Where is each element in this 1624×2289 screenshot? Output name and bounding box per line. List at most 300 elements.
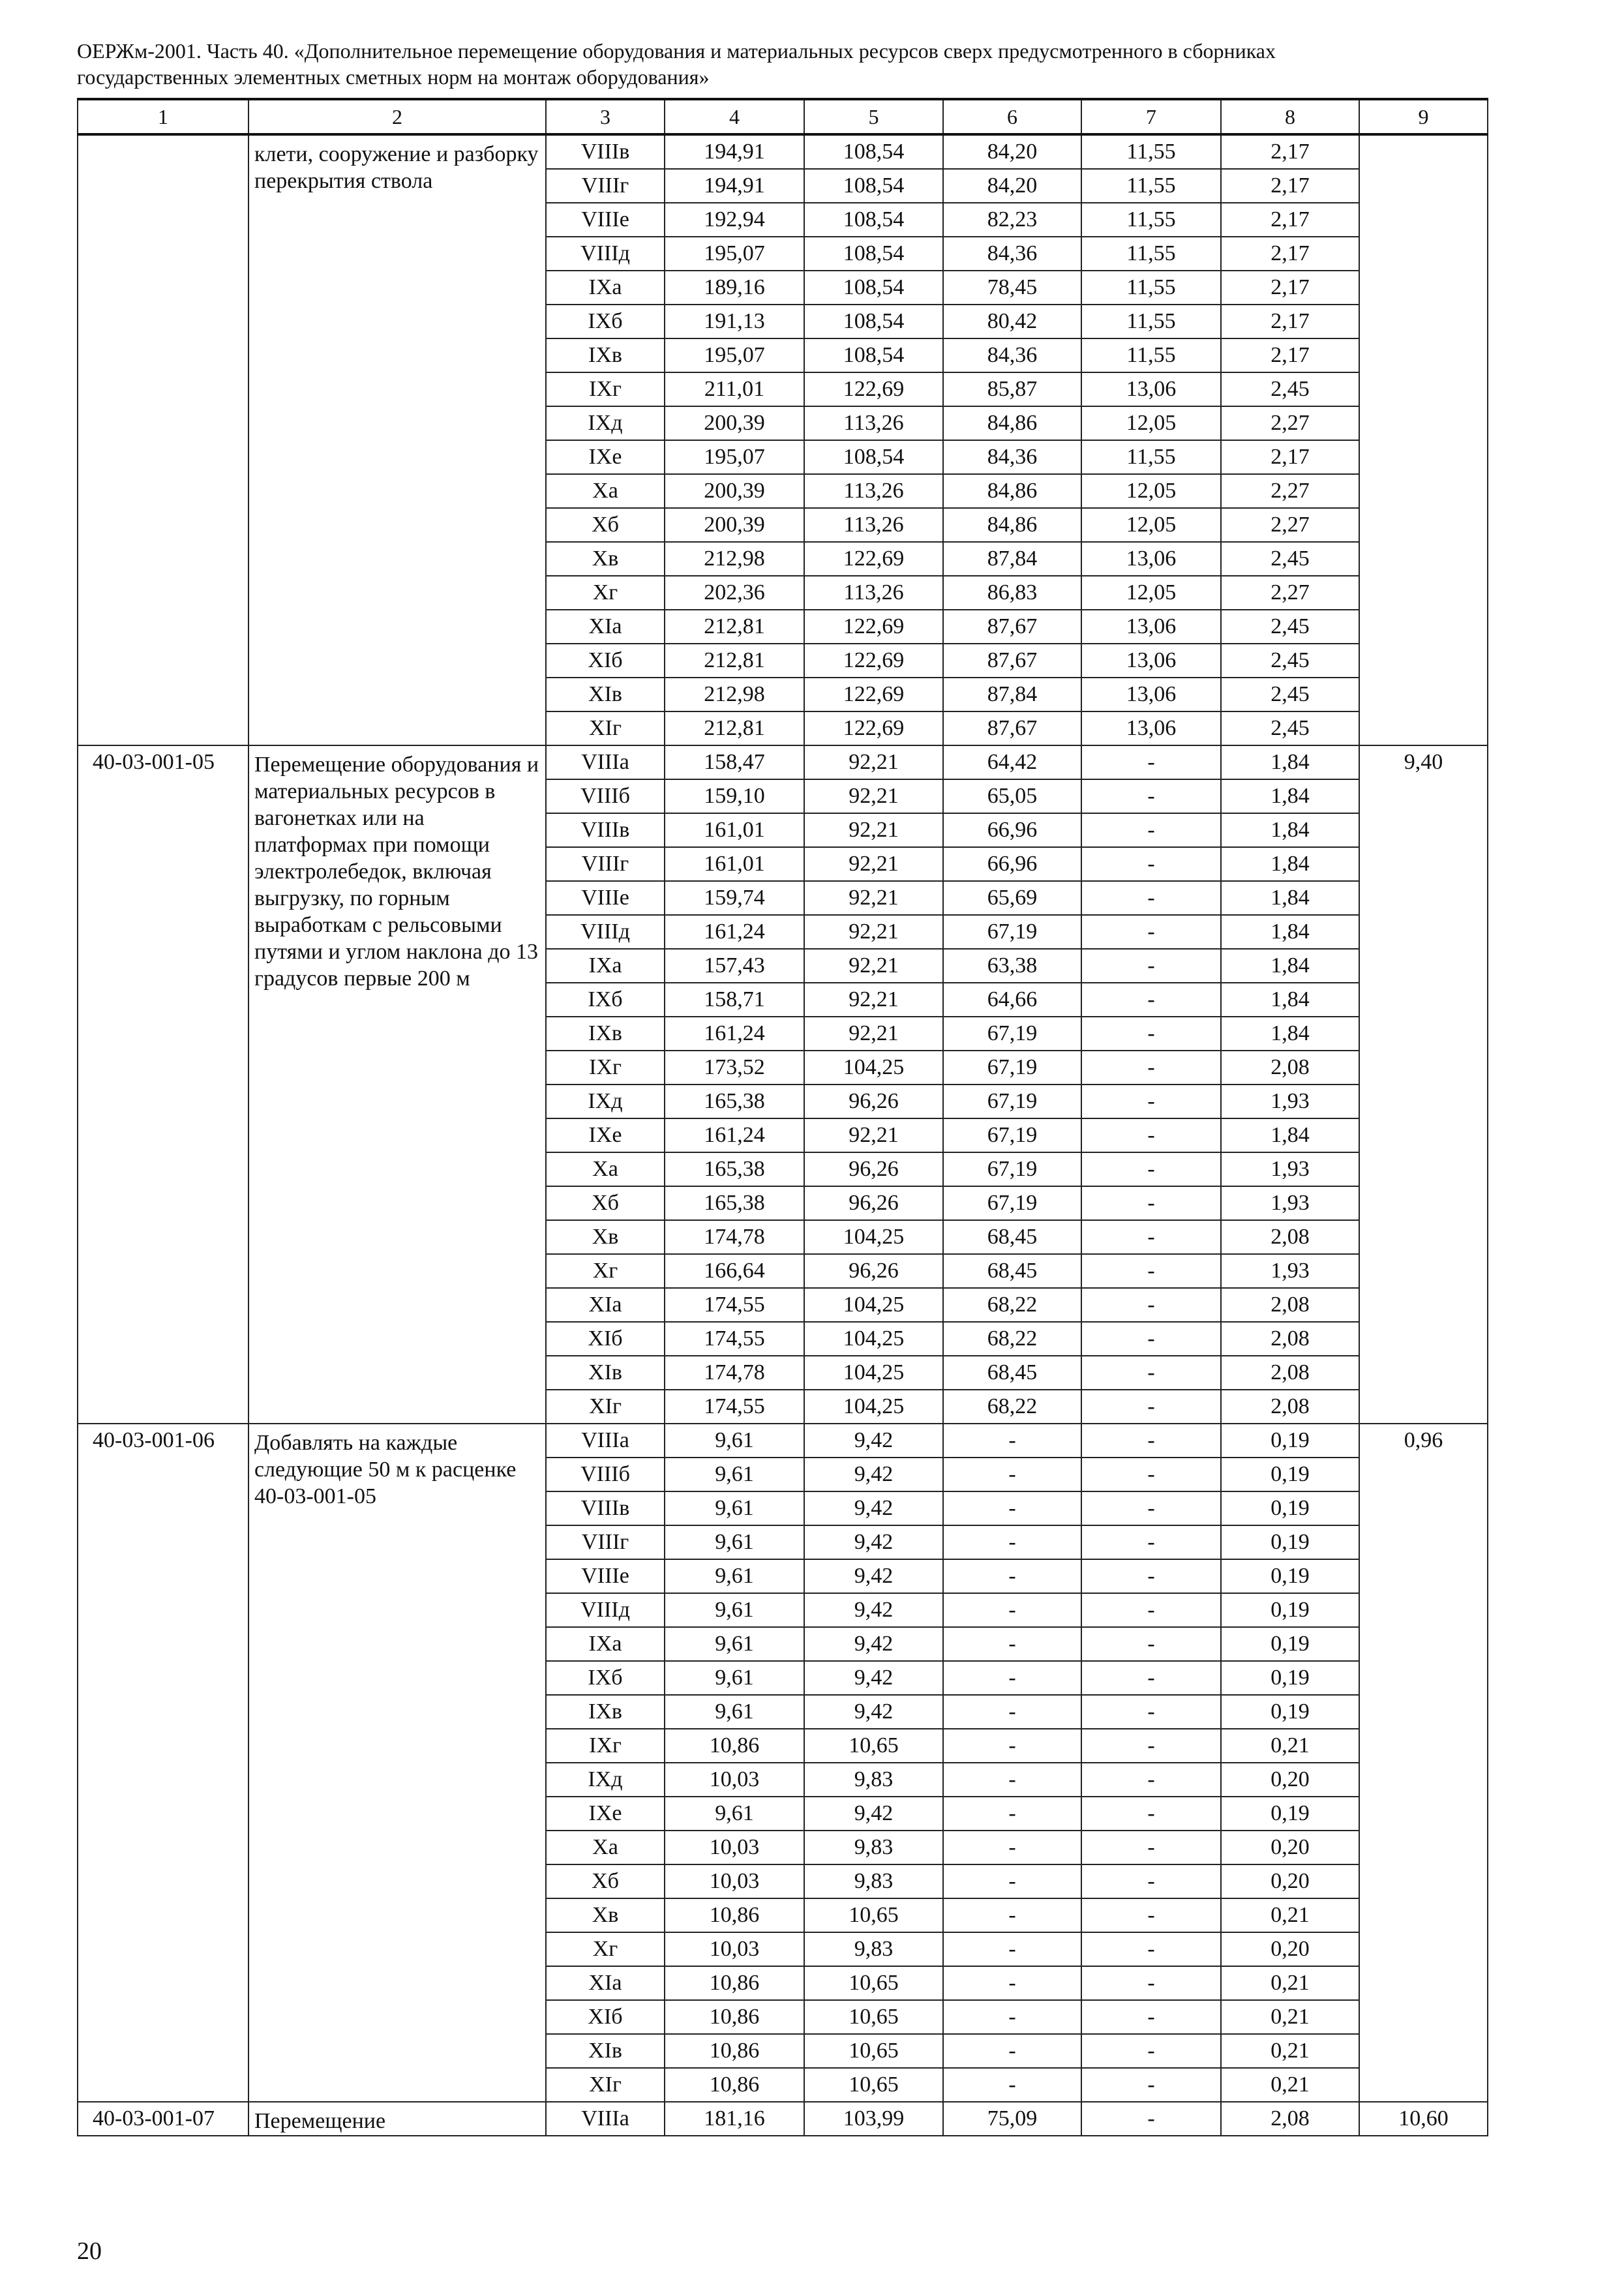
value-cell: 9,42: [804, 1491, 943, 1525]
zone-cell: IXа: [546, 271, 665, 305]
value-cell: 13,06: [1081, 610, 1221, 644]
value-cell: 63,38: [943, 949, 1081, 983]
zone-cell: XIб: [546, 2000, 665, 2034]
value-cell: 212,81: [665, 711, 804, 745]
value-cell: 0,19: [1221, 1627, 1359, 1661]
value-cell: 202,36: [665, 576, 804, 610]
value-cell: 108,54: [804, 203, 943, 237]
value-cell: 2,08: [1221, 1051, 1359, 1085]
value-cell: 12,05: [1081, 576, 1221, 610]
value-cell: 165,38: [665, 1085, 804, 1118]
zone-cell: Xг: [546, 576, 665, 610]
zone-cell: XIб: [546, 644, 665, 678]
value-cell: 1,84: [1221, 847, 1359, 881]
value-cell: 2,27: [1221, 576, 1359, 610]
zone-cell: VIIIе: [546, 881, 665, 915]
value-cell: 84,36: [943, 338, 1081, 372]
value-cell: 2,17: [1221, 169, 1359, 203]
value-cell: -: [1081, 1051, 1221, 1085]
value-cell: 1,84: [1221, 949, 1359, 983]
value-cell: 82,23: [943, 203, 1081, 237]
value-cell: 9,42: [804, 1627, 943, 1661]
value-cell: 92,21: [804, 983, 943, 1017]
value-cell: -: [1081, 1390, 1221, 1424]
value-cell: 212,98: [665, 678, 804, 711]
zone-cell: VIIIе: [546, 1559, 665, 1593]
value-cell: 9,61: [665, 1525, 804, 1559]
value-cell: 9,83: [804, 1864, 943, 1898]
value-cell: 212,81: [665, 610, 804, 644]
value-cell: 13,06: [1081, 372, 1221, 406]
value-cell: 161,24: [665, 915, 804, 949]
value-cell: 113,26: [804, 406, 943, 440]
value-cell: 67,19: [943, 1051, 1081, 1085]
value-cell: 0,19: [1221, 1424, 1359, 1458]
zone-cell: VIIIв: [546, 134, 665, 169]
value-cell: 122,69: [804, 610, 943, 644]
value-cell: 195,07: [665, 338, 804, 372]
value-cell: 104,25: [804, 1390, 943, 1424]
value-cell: -: [943, 1525, 1081, 1559]
value-cell: -: [943, 1729, 1081, 1763]
value-cell: 68,45: [943, 1356, 1081, 1390]
value-cell: 9,61: [665, 1491, 804, 1525]
value-cell: 64,42: [943, 745, 1081, 779]
zone-cell: IXд: [546, 1085, 665, 1118]
value-cell: 67,19: [943, 915, 1081, 949]
value-cell: 92,21: [804, 1017, 943, 1051]
rate-description: Перемещение: [248, 2102, 546, 2136]
zone-cell: Xа: [546, 474, 665, 508]
value-cell: 10,65: [804, 2034, 943, 2068]
value-cell: 2,17: [1221, 440, 1359, 474]
value-cell: 92,21: [804, 1118, 943, 1152]
value-cell: 10,86: [665, 2068, 804, 2102]
value-cell: 10,65: [804, 1898, 943, 1932]
value-cell: 173,52: [665, 1051, 804, 1085]
value-cell: 65,69: [943, 881, 1081, 915]
zone-cell: XIб: [546, 1322, 665, 1356]
value-cell: -: [943, 2068, 1081, 2102]
value-cell: 211,01: [665, 372, 804, 406]
value-cell: 87,84: [943, 542, 1081, 576]
value-cell: 87,67: [943, 711, 1081, 745]
value-cell: 1,93: [1221, 1085, 1359, 1118]
value-cell: 108,54: [804, 305, 943, 338]
value-cell: 92,21: [804, 881, 943, 915]
value-cell: 200,39: [665, 406, 804, 440]
value-cell: 0,21: [1221, 1729, 1359, 1763]
zone-cell: VIIIв: [546, 813, 665, 847]
value-cell: 92,21: [804, 949, 943, 983]
value-cell: 194,91: [665, 134, 804, 169]
value-cell: 108,54: [804, 237, 943, 271]
value-cell: 189,16: [665, 271, 804, 305]
value-cell: 10,65: [804, 2000, 943, 2034]
value-cell: 2,45: [1221, 678, 1359, 711]
value-cell: -: [943, 1763, 1081, 1797]
zone-cell: VIIIе: [546, 203, 665, 237]
value-cell: -: [1081, 1559, 1221, 1593]
value-cell: 12,05: [1081, 406, 1221, 440]
header-line-1: ОЕРЖм-2001. Часть 40. «Дополнительное перемещение оборудования и материальных ресурсов сверх предусмотренного в сборниках: [77, 39, 1276, 63]
value-cell: -: [1081, 1356, 1221, 1390]
value-cell: 2,27: [1221, 406, 1359, 440]
value-cell: 159,74: [665, 881, 804, 915]
value-cell: 122,69: [804, 372, 943, 406]
value-cell: 9,61: [665, 1424, 804, 1458]
value-cell: 10,03: [665, 1763, 804, 1797]
table-body: [78, 134, 1488, 2136]
value-cell: 10,86: [665, 2000, 804, 2034]
zone-cell: Xа: [546, 1831, 665, 1864]
value-cell: 161,24: [665, 1017, 804, 1051]
value-cell: -: [1081, 1288, 1221, 1322]
value-cell: 103,99: [804, 2102, 943, 2136]
value-cell: 92,21: [804, 779, 943, 813]
zone-cell: VIIIб: [546, 1458, 665, 1491]
rate-code: 40-03-001-05: [78, 745, 248, 1424]
zone-cell: IXб: [546, 305, 665, 338]
value-cell: -: [1081, 1220, 1221, 1254]
value-cell: 9,42: [804, 1695, 943, 1729]
value-cell: 9,61: [665, 1559, 804, 1593]
value-cell: 2,17: [1221, 237, 1359, 271]
value-cell: 1,84: [1221, 915, 1359, 949]
value-cell: 2,08: [1221, 1288, 1359, 1322]
zone-cell: VIIIг: [546, 169, 665, 203]
col-header: 6: [943, 99, 1081, 134]
value-cell: 84,36: [943, 237, 1081, 271]
value-cell: -: [1081, 1152, 1221, 1186]
value-cell: 11,55: [1081, 271, 1221, 305]
value-cell: -: [1081, 1864, 1221, 1898]
value-cell: 0,21: [1221, 1966, 1359, 2000]
zone-cell: Xв: [546, 1898, 665, 1932]
value-cell: 2,17: [1221, 271, 1359, 305]
rate-code: 40-03-001-07: [78, 2102, 248, 2136]
value-cell: 212,81: [665, 644, 804, 678]
zone-cell: IXе: [546, 440, 665, 474]
value-cell: -: [943, 1932, 1081, 1966]
zone-cell: VIIIд: [546, 915, 665, 949]
value-cell: 122,69: [804, 542, 943, 576]
col-header: 7: [1081, 99, 1221, 134]
value-cell: -: [1081, 1085, 1221, 1118]
value-cell: -: [1081, 1118, 1221, 1152]
value-cell: 10,86: [665, 1966, 804, 2000]
value-cell: 92,21: [804, 847, 943, 881]
value-cell: 2,45: [1221, 372, 1359, 406]
value-cell: -: [1081, 2000, 1221, 2034]
value-cell: 165,38: [665, 1152, 804, 1186]
value-cell: 67,19: [943, 1152, 1081, 1186]
value-cell: 67,19: [943, 1118, 1081, 1152]
value-cell: -: [943, 1831, 1081, 1864]
value-cell: -: [943, 1424, 1081, 1458]
value-cell: 104,25: [804, 1356, 943, 1390]
value-cell: 122,69: [804, 644, 943, 678]
value-cell: 10,03: [665, 1831, 804, 1864]
value-cell: 10,86: [665, 1898, 804, 1932]
value-cell: -: [1081, 1898, 1221, 1932]
zone-cell: XIг: [546, 711, 665, 745]
value-cell: 67,19: [943, 1085, 1081, 1118]
zone-cell: Xа: [546, 1152, 665, 1186]
value-cell: 10,65: [804, 1966, 943, 2000]
rate-description: клети, сооружение и разборку перекрытия ствола: [248, 134, 546, 745]
value-cell: 1,84: [1221, 881, 1359, 915]
value-cell: -: [1081, 1525, 1221, 1559]
value-cell: 174,55: [665, 1288, 804, 1322]
value-cell: 87,67: [943, 644, 1081, 678]
rate-code: [78, 134, 248, 745]
zone-cell: IXб: [546, 1661, 665, 1695]
col-header: 9: [1359, 99, 1488, 134]
value-cell: 96,26: [804, 1085, 943, 1118]
value-cell: -: [1081, 1458, 1221, 1491]
value-cell: 0,19: [1221, 1695, 1359, 1729]
value-cell: 212,98: [665, 542, 804, 576]
value-cell: 64,66: [943, 983, 1081, 1017]
value-cell: 0,19: [1221, 1559, 1359, 1593]
value-cell: 200,39: [665, 474, 804, 508]
value-cell: 0,21: [1221, 2034, 1359, 2068]
value-cell: 2,08: [1221, 1356, 1359, 1390]
zone-cell: IXе: [546, 1797, 665, 1831]
value-cell: 108,54: [804, 440, 943, 474]
value-cell: 75,09: [943, 2102, 1081, 2136]
value-cell: 0,19: [1221, 1491, 1359, 1525]
value-cell: 0,19: [1221, 1661, 1359, 1695]
value-cell: 2,17: [1221, 338, 1359, 372]
value-cell: 161,24: [665, 1118, 804, 1152]
value-cell: 0,21: [1221, 2000, 1359, 2034]
value-cell: 68,22: [943, 1322, 1081, 1356]
rate-description: Добавлять на каждые следующие 50 м к расценке 40-03-001-05: [248, 1424, 546, 2102]
value-cell: -: [1081, 1491, 1221, 1525]
zone-cell: IXа: [546, 949, 665, 983]
value-cell: 113,26: [804, 508, 943, 542]
value-cell: 10,03: [665, 1932, 804, 1966]
value-cell: 13,06: [1081, 644, 1221, 678]
value-cell: 11,55: [1081, 203, 1221, 237]
value-cell: 122,69: [804, 678, 943, 711]
value-cell: 86,83: [943, 576, 1081, 610]
table-row: [78, 2102, 1488, 2136]
zone-cell: VIIIг: [546, 1525, 665, 1559]
value-cell: 1,84: [1221, 1017, 1359, 1051]
col9-value: 0,96: [1359, 1424, 1488, 2102]
header-line-2: государственных элементных сметных норм на монтаж оборудования»: [77, 65, 710, 89]
column-number-row: [78, 99, 1488, 134]
value-cell: -: [1081, 813, 1221, 847]
value-cell: -: [943, 1797, 1081, 1831]
value-cell: 12,05: [1081, 508, 1221, 542]
value-cell: 2,45: [1221, 644, 1359, 678]
value-cell: 159,10: [665, 779, 804, 813]
zone-cell: IXв: [546, 1017, 665, 1051]
col-header: 1: [78, 99, 248, 134]
value-cell: 13,06: [1081, 711, 1221, 745]
value-cell: 174,78: [665, 1220, 804, 1254]
value-cell: -: [1081, 1797, 1221, 1831]
value-cell: 158,47: [665, 745, 804, 779]
zone-cell: Xв: [546, 1220, 665, 1254]
value-cell: 67,19: [943, 1186, 1081, 1220]
zone-cell: IXг: [546, 1051, 665, 1085]
value-cell: 1,93: [1221, 1152, 1359, 1186]
value-cell: 1,93: [1221, 1186, 1359, 1220]
value-cell: 10,86: [665, 2034, 804, 2068]
zone-cell: VIIIд: [546, 237, 665, 271]
col-header: 4: [665, 99, 804, 134]
zone-cell: VIIIг: [546, 847, 665, 881]
value-cell: -: [1081, 2068, 1221, 2102]
value-cell: -: [943, 1627, 1081, 1661]
value-cell: 68,45: [943, 1254, 1081, 1288]
value-cell: 9,42: [804, 1525, 943, 1559]
value-cell: 9,61: [665, 1458, 804, 1491]
value-cell: 13,06: [1081, 542, 1221, 576]
value-cell: 2,45: [1221, 610, 1359, 644]
value-cell: -: [943, 2034, 1081, 2068]
value-cell: 0,19: [1221, 1797, 1359, 1831]
value-cell: 1,93: [1221, 1254, 1359, 1288]
value-cell: -: [1081, 1966, 1221, 2000]
zone-cell: IXд: [546, 1763, 665, 1797]
value-cell: 11,55: [1081, 169, 1221, 203]
col9-value: 10,60: [1359, 2102, 1488, 2136]
value-cell: 67,19: [943, 1017, 1081, 1051]
value-cell: -: [943, 1491, 1081, 1525]
value-cell: 0,20: [1221, 1932, 1359, 1966]
value-cell: 165,38: [665, 1186, 804, 1220]
zone-cell: VIIIа: [546, 1424, 665, 1458]
zone-cell: Xб: [546, 1186, 665, 1220]
value-cell: 84,20: [943, 134, 1081, 169]
value-cell: 191,13: [665, 305, 804, 338]
zone-cell: VIIIв: [546, 1491, 665, 1525]
value-cell: -: [943, 1593, 1081, 1627]
value-cell: 174,55: [665, 1322, 804, 1356]
value-cell: 157,43: [665, 949, 804, 983]
value-cell: 0,21: [1221, 2068, 1359, 2102]
value-cell: 11,55: [1081, 305, 1221, 338]
zone-cell: XIг: [546, 2068, 665, 2102]
value-cell: -: [1081, 1186, 1221, 1220]
value-cell: 0,19: [1221, 1458, 1359, 1491]
value-cell: 78,45: [943, 271, 1081, 305]
page-number: 20: [77, 2237, 102, 2265]
value-cell: 108,54: [804, 134, 943, 169]
zone-cell: XIг: [546, 1390, 665, 1424]
value-cell: 92,21: [804, 813, 943, 847]
value-cell: -: [1081, 949, 1221, 983]
value-cell: 2,45: [1221, 542, 1359, 576]
value-cell: 9,83: [804, 1831, 943, 1864]
value-cell: 13,06: [1081, 678, 1221, 711]
value-cell: 0,20: [1221, 1864, 1359, 1898]
value-cell: 9,61: [665, 1797, 804, 1831]
value-cell: -: [943, 1661, 1081, 1695]
zone-cell: IXг: [546, 1729, 665, 1763]
zone-cell: Xб: [546, 508, 665, 542]
value-cell: 2,08: [1221, 1220, 1359, 1254]
value-cell: 68,45: [943, 1220, 1081, 1254]
zone-cell: IXд: [546, 406, 665, 440]
value-cell: 9,61: [665, 1661, 804, 1695]
zone-cell: XIа: [546, 1288, 665, 1322]
value-cell: 11,55: [1081, 338, 1221, 372]
col9-value: [1359, 134, 1488, 745]
zone-cell: XIа: [546, 1966, 665, 2000]
value-cell: 104,25: [804, 1220, 943, 1254]
zone-cell: IXв: [546, 338, 665, 372]
value-cell: 9,61: [665, 1695, 804, 1729]
value-cell: 9,61: [665, 1627, 804, 1661]
zone-cell: VIIIа: [546, 2102, 665, 2136]
value-cell: -: [1081, 1017, 1221, 1051]
value-cell: 11,55: [1081, 440, 1221, 474]
value-cell: -: [1081, 1593, 1221, 1627]
zone-cell: XIв: [546, 1356, 665, 1390]
value-cell: 0,21: [1221, 1898, 1359, 1932]
value-cell: 2,27: [1221, 474, 1359, 508]
value-cell: 84,36: [943, 440, 1081, 474]
value-cell: 87,84: [943, 678, 1081, 711]
zone-cell: IXе: [546, 1118, 665, 1152]
zone-cell: IXа: [546, 1627, 665, 1661]
value-cell: 65,05: [943, 779, 1081, 813]
value-cell: 9,42: [804, 1797, 943, 1831]
value-cell: -: [1081, 1661, 1221, 1695]
value-cell: 10,65: [804, 2068, 943, 2102]
value-cell: 2,08: [1221, 1390, 1359, 1424]
value-cell: 9,61: [665, 1593, 804, 1627]
value-cell: -: [1081, 2034, 1221, 2068]
value-cell: 9,42: [804, 1559, 943, 1593]
value-cell: 1,84: [1221, 779, 1359, 813]
value-cell: 66,96: [943, 813, 1081, 847]
col-header: 8: [1221, 99, 1359, 134]
value-cell: -: [943, 1898, 1081, 1932]
rate-code: 40-03-001-06: [78, 1424, 248, 2102]
value-cell: 9,42: [804, 1661, 943, 1695]
zone-cell: XIв: [546, 2034, 665, 2068]
col-header: 3: [546, 99, 665, 134]
value-cell: -: [943, 1864, 1081, 1898]
value-cell: -: [1081, 1254, 1221, 1288]
zone-cell: IXб: [546, 983, 665, 1017]
value-cell: 200,39: [665, 508, 804, 542]
value-cell: 2,08: [1221, 1322, 1359, 1356]
value-cell: -: [943, 1458, 1081, 1491]
value-cell: -: [1081, 2102, 1221, 2136]
zone-cell: Xв: [546, 542, 665, 576]
value-cell: -: [1081, 847, 1221, 881]
value-cell: -: [1081, 1695, 1221, 1729]
value-cell: 1,84: [1221, 745, 1359, 779]
value-cell: 161,01: [665, 813, 804, 847]
value-cell: 104,25: [804, 1322, 943, 1356]
value-cell: 9,42: [804, 1424, 943, 1458]
col-header: 5: [804, 99, 943, 134]
value-cell: -: [943, 1695, 1081, 1729]
value-cell: 158,71: [665, 983, 804, 1017]
zone-cell: Xг: [546, 1254, 665, 1288]
value-cell: 68,22: [943, 1288, 1081, 1322]
